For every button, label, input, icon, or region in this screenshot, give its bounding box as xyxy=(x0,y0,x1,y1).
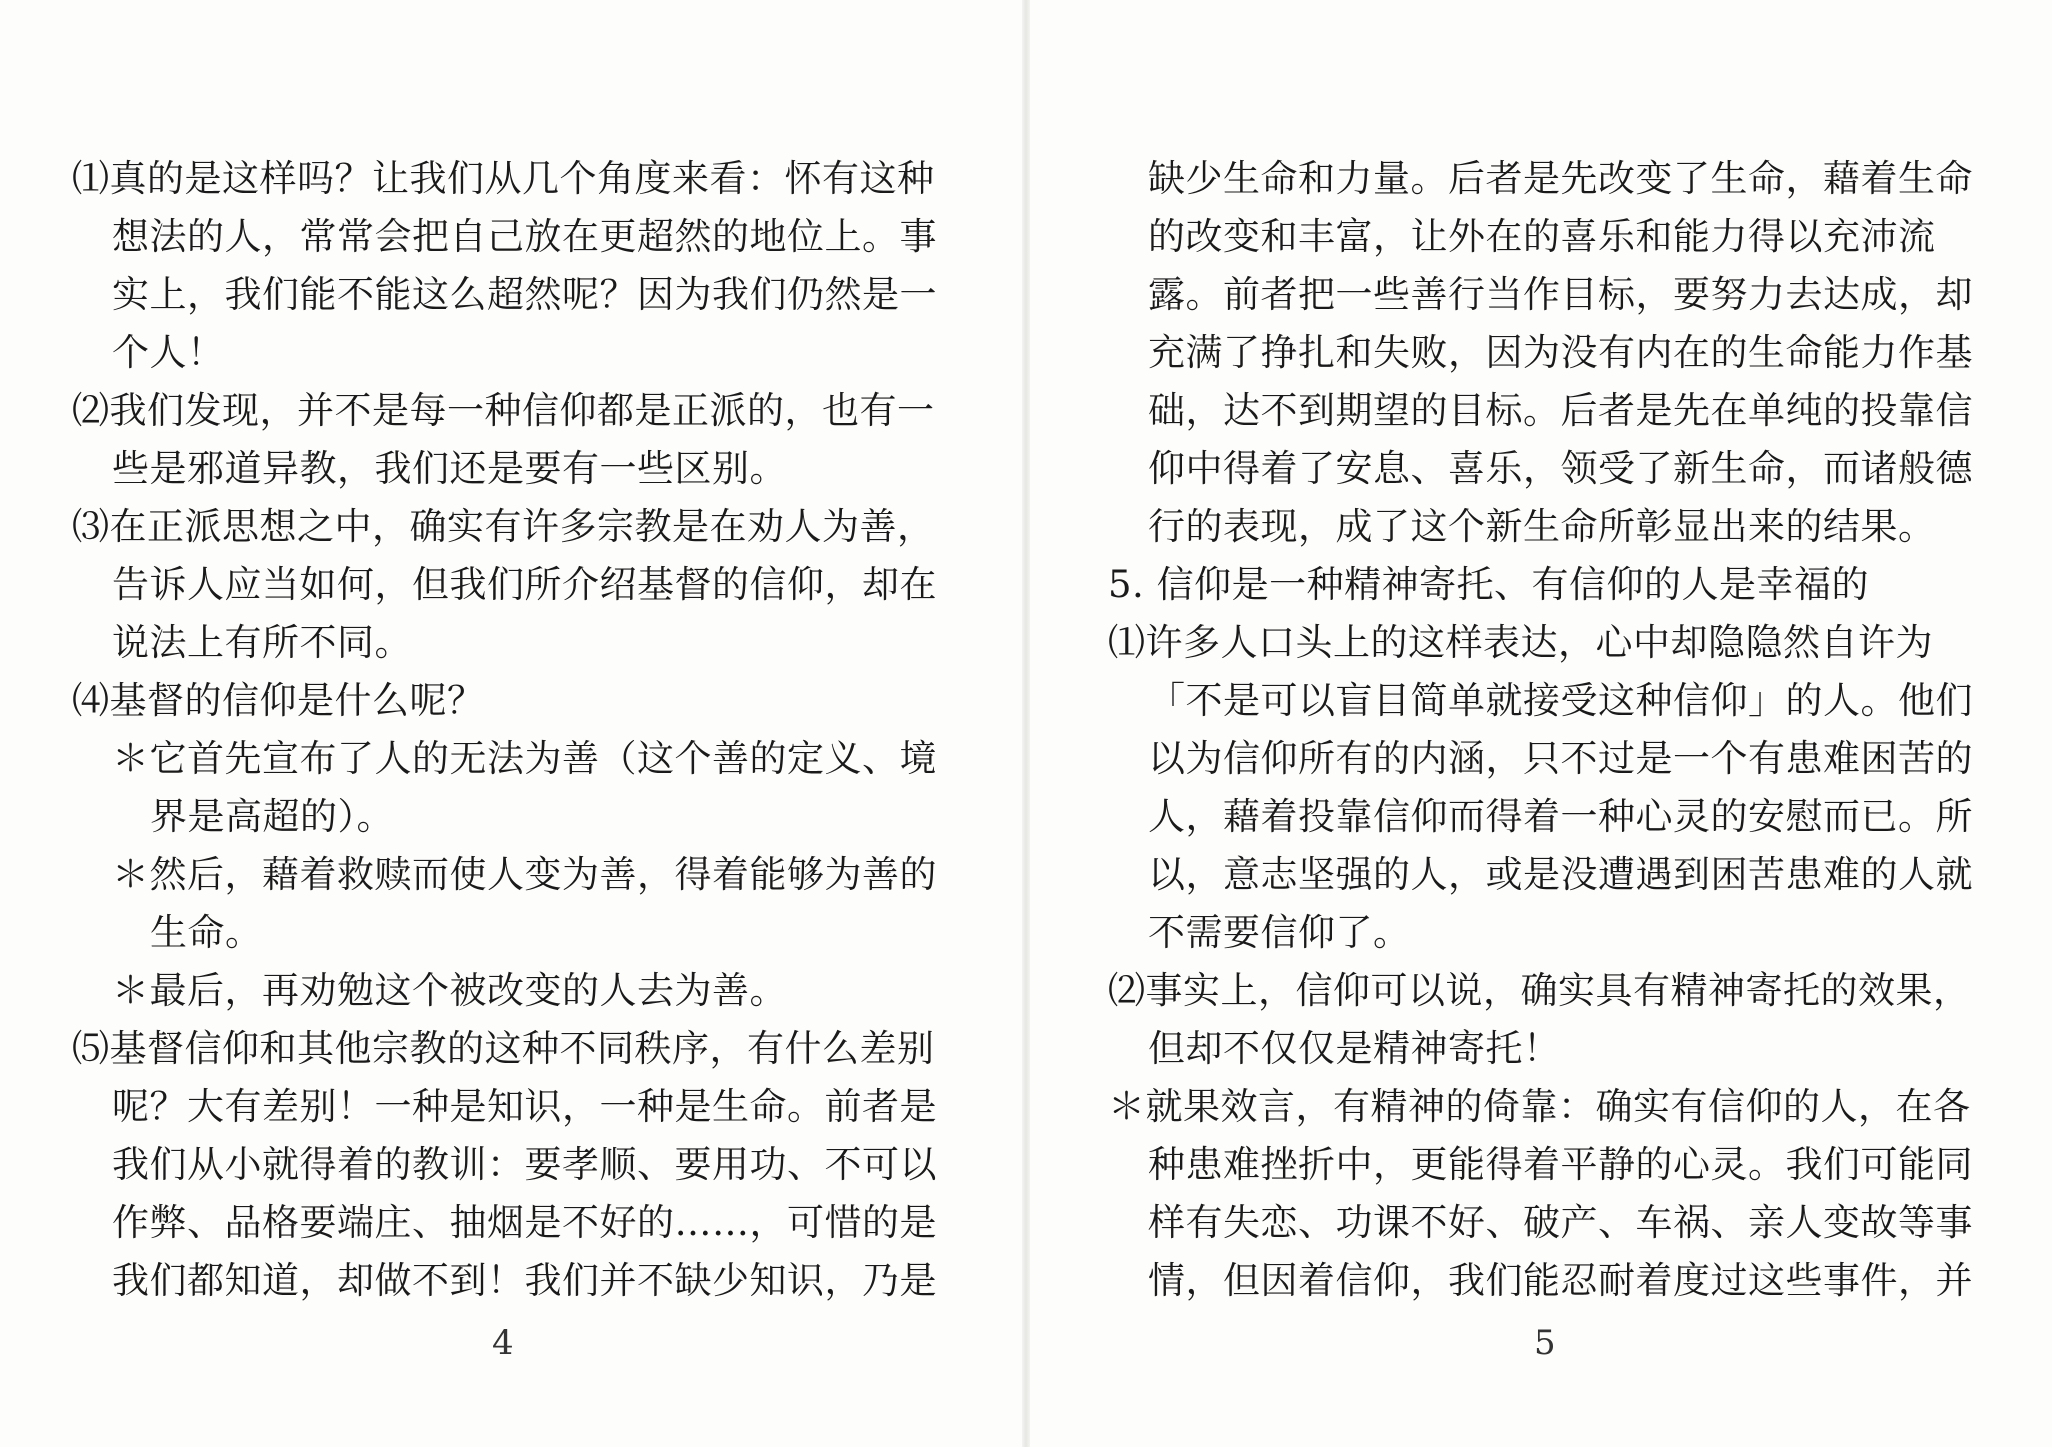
left-line-18: 我们从小就得着的教训：要孝顺、要用功、不可以 xyxy=(112,1143,937,1186)
left-line-15: ＊最后，再劝勉这个被改变的人去为善。 xyxy=(112,969,787,1012)
right-line-13: 以，意志坚强的人，或是没遭遇到困苦患难的人就 xyxy=(1148,853,1973,896)
right-line-17: ＊就果效言，有精神的倚靠：确实有信仰的人，在各 xyxy=(1108,1085,1971,1128)
left-line-20: 我们都知道，却做不到！我们并不缺少知识，乃是 xyxy=(112,1259,937,1302)
left-line-1: ⑴真的是这样吗？让我们从几个角度来看：怀有这种 xyxy=(72,157,935,200)
right-line-4: 充满了挣扎和失败，因为没有内在的生命能力作基 xyxy=(1148,331,1973,374)
right-page-number: 5 xyxy=(1534,1323,1556,1363)
right-line-19: 样有失恋、功课不好、破产、车祸、亲人变故等事 xyxy=(1148,1201,1973,1244)
left-line-7: ⑶在正派思想之中，确实有许多宗教是在劝人为善， xyxy=(72,505,935,548)
right-line-3: 露。前者把一些善行当作目标，要努力去达成，却 xyxy=(1148,273,1973,316)
right-line-2: 的改变和丰富，让外在的喜乐和能力得以充沛流 xyxy=(1148,215,1936,258)
left-line-4: 个人！ xyxy=(112,331,225,374)
left-line-2: 想法的人，常常会把自己放在更超然的地位上。事 xyxy=(112,215,937,258)
left-line-16: ⑸基督信仰和其他宗教的这种不同秩序，有什么差别 xyxy=(72,1027,935,1070)
left-page-number: 4 xyxy=(492,1323,514,1363)
left-line-14: 生命。 xyxy=(150,911,263,954)
left-line-3: 实上，我们能不能这么超然呢？因为我们仍然是一 xyxy=(112,273,937,316)
left-line-6: 些是邪道异教，我们还是要有一些区别。 xyxy=(112,447,787,490)
right-line-12: 人，藉着投靠信仰而得着一种心灵的安慰而已。所 xyxy=(1148,795,1973,838)
left-page xyxy=(72,150,972,1310)
right-line-9: ⑴许多人口头上的这样表达，心中却隐隐然自许为 xyxy=(1108,621,1933,664)
left-line-13: ＊然后，藉着救赎而使人变为善，得着能够为善的 xyxy=(112,853,937,896)
left-line-5: ⑵我们发现，并不是每一种信仰都是正派的，也有一 xyxy=(72,389,935,432)
left-line-10: ⑷基督的信仰是什么呢？ xyxy=(72,679,485,722)
left-line-9: 说法上有所不同。 xyxy=(112,621,412,664)
right-line-1: 缺少生命和力量。后者是先改变了生命，藉着生命 xyxy=(1148,157,1973,200)
right-line-11: 以为信仰所有的内涵，只不过是一个有患难困苦的 xyxy=(1148,737,1973,780)
right-line-10: 「不是可以盲目简单就接受这种信仰」的人。他们 xyxy=(1148,679,1973,722)
left-line-12: 界是高超的）。 xyxy=(150,795,394,838)
left-line-8: 告诉人应当如何，但我们所介绍基督的信仰，却在 xyxy=(112,563,937,606)
page-fold xyxy=(1022,0,1030,1447)
right-line-7: 行的表现，成了这个新生命所彰显出来的结果。 xyxy=(1148,505,1936,548)
left-line-11: ＊它首先宣布了人的无法为善（这个善的定义、境 xyxy=(112,737,937,780)
right-line-18: 种患难挫折中，更能得着平静的心灵。我们可能同 xyxy=(1148,1143,1973,1186)
right-line-16: 但却不仅仅是精神寄托！ xyxy=(1148,1027,1561,1070)
left-line-17: 呢？大有差别！一种是知识，一种是生命。前者是 xyxy=(112,1085,937,1128)
right-line-5: 础，达不到期望的目标。后者是先在单纯的投靠信 xyxy=(1148,389,1973,432)
right-page xyxy=(1108,150,2008,1310)
right-line-15: ⑵事实上，信仰可以说，确实具有精神寄托的效果， xyxy=(1108,969,1971,1012)
right-line-6: 仰中得着了安息、喜乐，领受了新生命，而诸般德 xyxy=(1148,447,1973,490)
right-line-20: 情，但因着信仰，我们能忍耐着度过这些事件，并 xyxy=(1148,1259,1973,1302)
left-line-19: 作弊、品格要端庄、抽烟是不好的……，可惜的是 xyxy=(112,1201,937,1244)
right-line-8: 5. 信仰是一种精神寄托、有信仰的人是幸福的 xyxy=(1108,563,1870,606)
right-line-14: 不需要信仰了。 xyxy=(1148,911,1411,954)
